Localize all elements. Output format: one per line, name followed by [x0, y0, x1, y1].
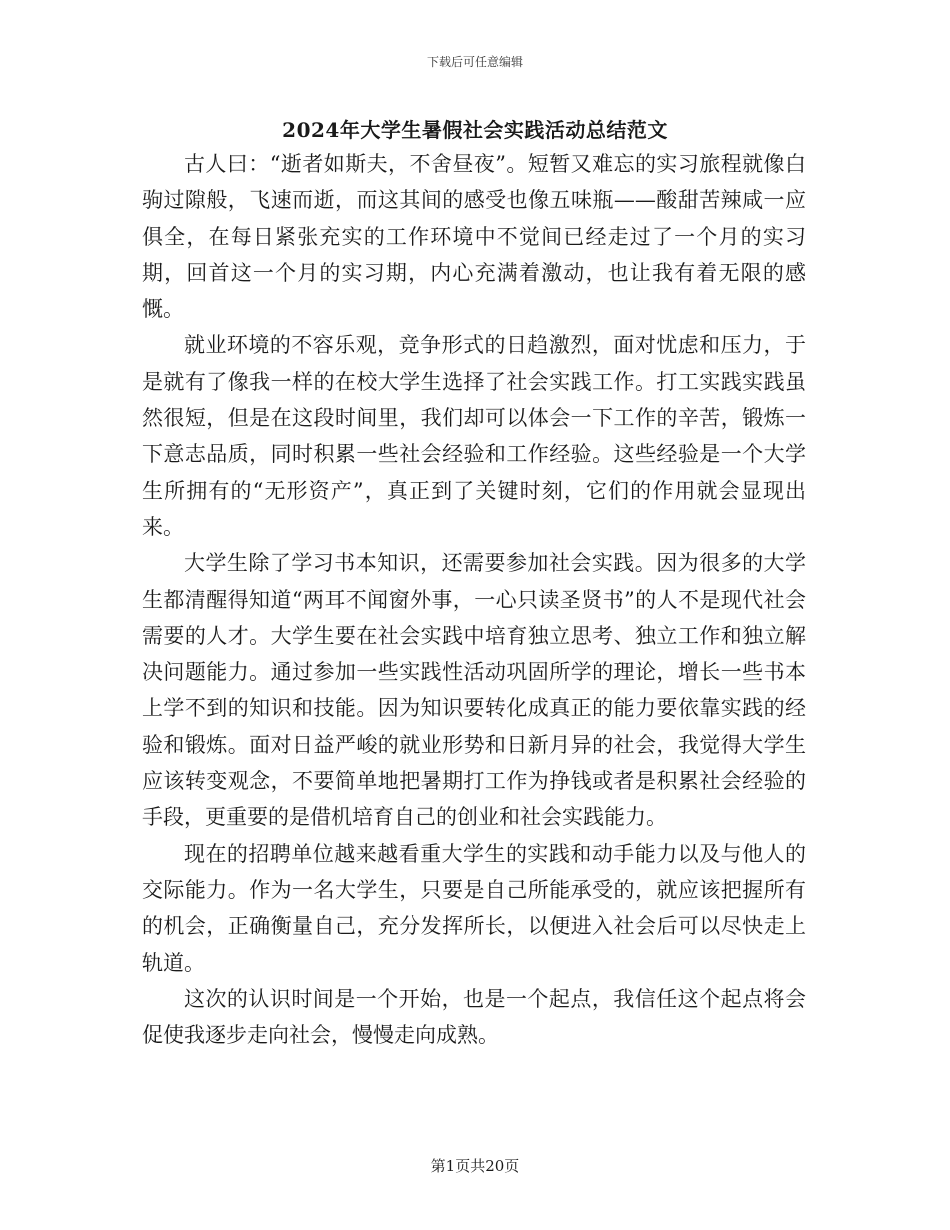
paragraph-3: 大学生除了学习书本知识，还需要参加社会实践。因为很多的大学生都清醒得知道“两耳不闻窗外事，一心只读圣贤书”的人不是现代社会需要的人才。大学生要在社会实践中培育独立思考、独立工作和独立解决问题能力。通过参加一些实践性活动巩固所学的理论，增长一些书本上学不到的知识和技能。因为知识要转化成真正的能力要依靠实践的经验和锻炼。面对日益严峻的就业形势和日新月异的社会，我觉得大学生应该转变观念，不要简单地把暑期打工作为挣钱或者是积累社会经验的手段，更重要的是借机培育自己的创业和社会实践能力。 [142, 551, 806, 830]
document-body [142, 146, 806, 1053]
paragraph-5: 这次的认识时间是一个开始，也是一个起点，我信任这个起点将会促使我逐步走向社会，慢慢走向成熟。 [142, 986, 806, 1048]
page-header-note: 下载后可任意编辑 [426, 55, 523, 69]
document-title: 2024年大学生暑假社会实践活动总结范文 [282, 118, 668, 142]
page-number: 第1页共20页 [430, 1157, 520, 1175]
paragraph-4: 现在的招聘单位越来越看重大学生的实践和动手能力以及与他人的交际能力。作为一名大学生，只要是自己所能承受的，就应该把握所有的机会，正确衡量自己，充分发挥所长，以便进入社会后可以尽快走上轨道。 [142, 841, 806, 975]
paragraph-1: 古人曰：“逝者如斯夫，不舍昼夜”。短暂又难忘的实习旅程就像白驹过隙般，飞速而逝，而这其间的感受也像五味瓶——酸甜苦辣咸一应俱全，在每日紧张充实的工作环境中不觉间已经走过了一个月的实习期，回首这一个月的实习期，内心充满着激动，也让我有着无限的感慨。 [142, 152, 806, 322]
paragraph-2: 就业环境的不容乐观，竞争形式的日趋激烈，面对忧虑和压力，于是就有了像我一样的在校大学生选择了社会实践工作。打工实践实践虽然很短，但是在这段时间里，我们却可以体会一下工作的辛苦，锻炼一下意志品质，同时积累一些社会经验和工作经验。这些经验是一个大学生所拥有的“无形资产”，真正到了关键时刻，它们的作用就会显现出来。 [142, 333, 806, 539]
